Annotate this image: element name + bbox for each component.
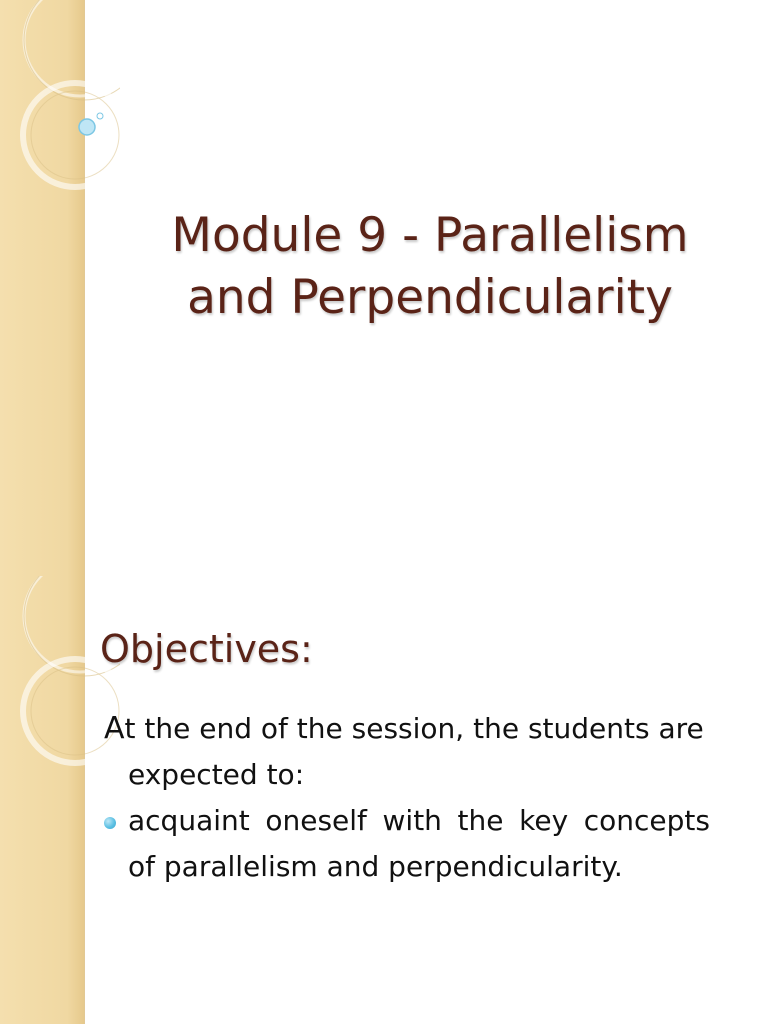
bullet-text: acquaint oneself with the key concepts of parallelism and perpendicularity. — [128, 804, 710, 883]
list-item — [104, 798, 710, 890]
bullet-icon — [104, 817, 116, 829]
decorative-side-band — [0, 0, 85, 576]
decorative-side-band — [0, 576, 85, 1024]
objectives-body — [104, 706, 710, 890]
circle-ornament-icon — [0, 0, 120, 200]
intro-first-letter: A — [104, 711, 125, 746]
intro-text: t the end of the session, the students are expected to: — [124, 712, 704, 791]
intro-paragraph — [104, 706, 710, 798]
slide-title: Module 9 - Parallelism and Perpendicularity — [171, 208, 689, 325]
objectives-heading: Objectives: — [100, 627, 313, 671]
circle-ornament-icon — [0, 576, 120, 776]
objectives-slide — [0, 576, 768, 1024]
